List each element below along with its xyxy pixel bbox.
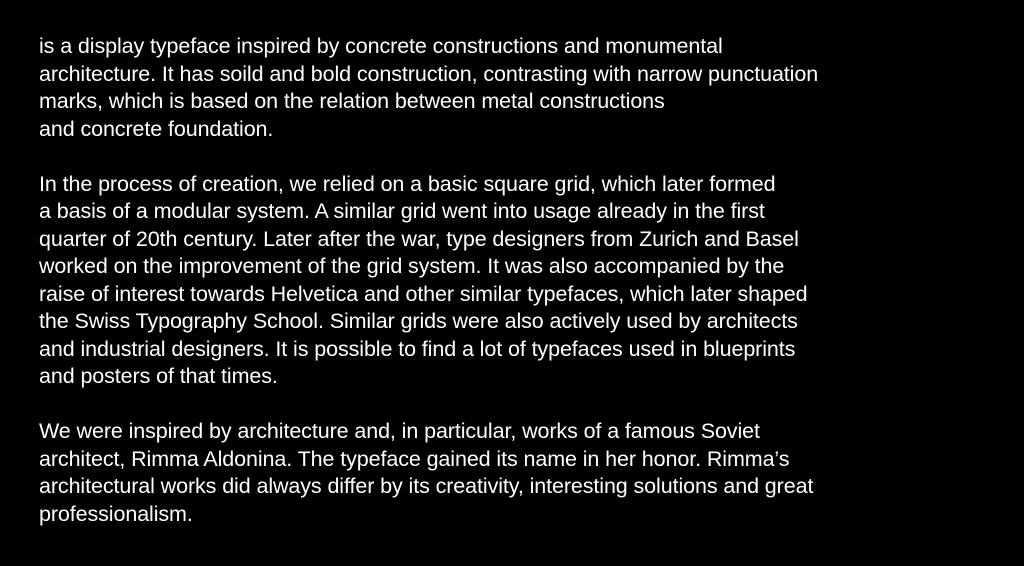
text-line: architecture. It has soild and bold construction, contrasting with narrow punctuation	[39, 61, 819, 86]
text-line: is a display typeface inspired by concrete constructions and monumental	[39, 34, 723, 58]
text-line: architect, Rimma Aldonina. The typeface gained its name in her honor. Rimma’s	[39, 446, 790, 471]
paragraph-process	[39, 171, 994, 391]
text-line: professionalism.	[39, 501, 193, 526]
text-line: quarter of 20th century. Later after the war, type designers from Zurich and Basel	[39, 226, 799, 251]
text-line: marks, which is based on the relation between metal constructions	[39, 89, 665, 113]
text-line: worked on the improvement of the grid system. It was also accompanied by the	[39, 254, 785, 278]
text-line: In the process of creation, we relied on a basic square grid, which later formed	[39, 171, 776, 196]
text-line: and industrial designers. It is possible to find a lot of typefaces used in blueprints	[39, 336, 796, 361]
paragraph-intro	[39, 33, 994, 143]
paragraph-inspiration	[39, 418, 994, 528]
text-line: raise of interest towards Helvetica and other similar typefaces, which later shaped	[39, 281, 808, 306]
text-line: a basis of a modular system. A similar grid went into usage already in the first	[39, 199, 765, 223]
text-line: and posters of that times.	[39, 364, 278, 388]
text-line: and concrete foundation.	[39, 116, 274, 141]
text-line: architectural works did always differ by its creativity, interesting solutions and great	[39, 474, 814, 498]
text-line: We were inspired by architecture and, in particular, works of a famous Soviet	[39, 419, 760, 443]
text-line: the Swiss Typography School. Similar grids were also actively used by architects	[39, 309, 798, 333]
